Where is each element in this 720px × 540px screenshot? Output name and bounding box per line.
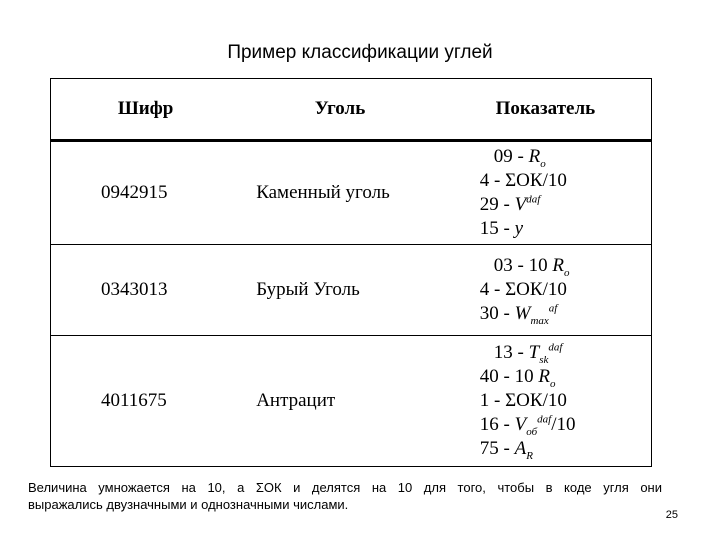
indicator-value: 09 - <box>493 146 529 167</box>
indicator-suffix: /10 <box>551 414 576 435</box>
indicator-value: 1 - ΣОК/10 <box>479 390 567 411</box>
indicator-value: 4 - ΣОК/10 <box>479 279 567 300</box>
indicator-symbol: V <box>514 194 527 215</box>
indicator-subscript: об <box>526 425 538 438</box>
indicator-line <box>480 341 651 365</box>
indicator-symbol: R <box>552 255 564 276</box>
indicator-superscript: af <box>548 302 558 315</box>
indicator-value: 30 - <box>479 303 515 324</box>
slide-title: Пример классификации углей <box>227 42 493 63</box>
table-row <box>51 245 652 336</box>
indicator-line <box>480 217 651 241</box>
coal-classification-table <box>50 78 652 467</box>
cell-indicators <box>440 336 652 467</box>
indicator-line <box>480 254 651 278</box>
cell-coal: Каменный уголь <box>240 141 440 245</box>
indicator-line <box>480 145 651 169</box>
indicator-symbol: V <box>514 414 527 435</box>
indicator-superscript: daf <box>548 341 563 354</box>
indicator-line <box>480 278 651 302</box>
cell-code: 0942915 <box>51 141 241 245</box>
table-row <box>51 141 652 245</box>
cell-indicators <box>440 245 652 336</box>
indicator-superscript: daf <box>526 193 541 206</box>
header-code: Шифр <box>51 79 241 141</box>
indicator-line <box>480 193 651 217</box>
indicator-value: 03 - 10 <box>493 255 553 276</box>
indicator-superscript: daf <box>537 413 552 426</box>
indicator-value: 4 - ΣОК/10 <box>479 170 567 191</box>
table-header-row <box>51 79 652 141</box>
indicator-symbol: R <box>528 146 541 167</box>
indicator-value: 75 - <box>479 438 515 459</box>
indicator-subscript: o <box>549 377 556 390</box>
indicator-line <box>480 365 651 389</box>
indicator-line <box>480 169 651 193</box>
indicator-value: 15 - <box>479 218 515 239</box>
cell-code: 0343013 <box>51 245 241 336</box>
indicator-subscript: sk <box>539 353 549 366</box>
indicator-value: 29 - <box>479 194 515 215</box>
indicator-line <box>480 413 651 437</box>
indicator-subscript: o <box>563 266 570 279</box>
indicator-symbol: T <box>528 342 540 363</box>
header-coal: Уголь <box>240 79 440 141</box>
indicator-value: 40 - 10 <box>479 366 539 387</box>
cell-coal: Бурый Уголь <box>240 245 440 336</box>
indicator-symbol: A <box>514 438 527 459</box>
cell-indicators <box>440 141 652 245</box>
indicator-value: 13 - <box>493 342 529 363</box>
indicator-value: 16 - <box>479 414 515 435</box>
cell-coal: Антрацит <box>240 336 440 467</box>
indicator-symbol: y <box>514 218 524 239</box>
indicator-line <box>480 302 651 326</box>
indicator-subscript: R <box>526 449 533 462</box>
indicator-symbol: W <box>514 303 531 324</box>
page-number: 25 <box>665 509 678 521</box>
footnote <box>28 479 662 513</box>
cell-code: 4011675 <box>51 336 241 467</box>
indicator-symbol: R <box>538 366 550 387</box>
indicator-line <box>480 437 651 461</box>
footnote-line-1: Величина умножается на 10, а ΣОК и делятся на 10 для того, чтобы в коде угля они <box>28 480 662 495</box>
indicator-line <box>480 389 651 413</box>
footnote-line-2: выражались двузначными и однозначными числами. <box>28 497 349 512</box>
header-indicator: Показатель <box>440 79 652 141</box>
indicator-subscript: o <box>540 157 546 170</box>
indicator-subscript: max <box>530 314 549 327</box>
table-row <box>51 336 652 467</box>
